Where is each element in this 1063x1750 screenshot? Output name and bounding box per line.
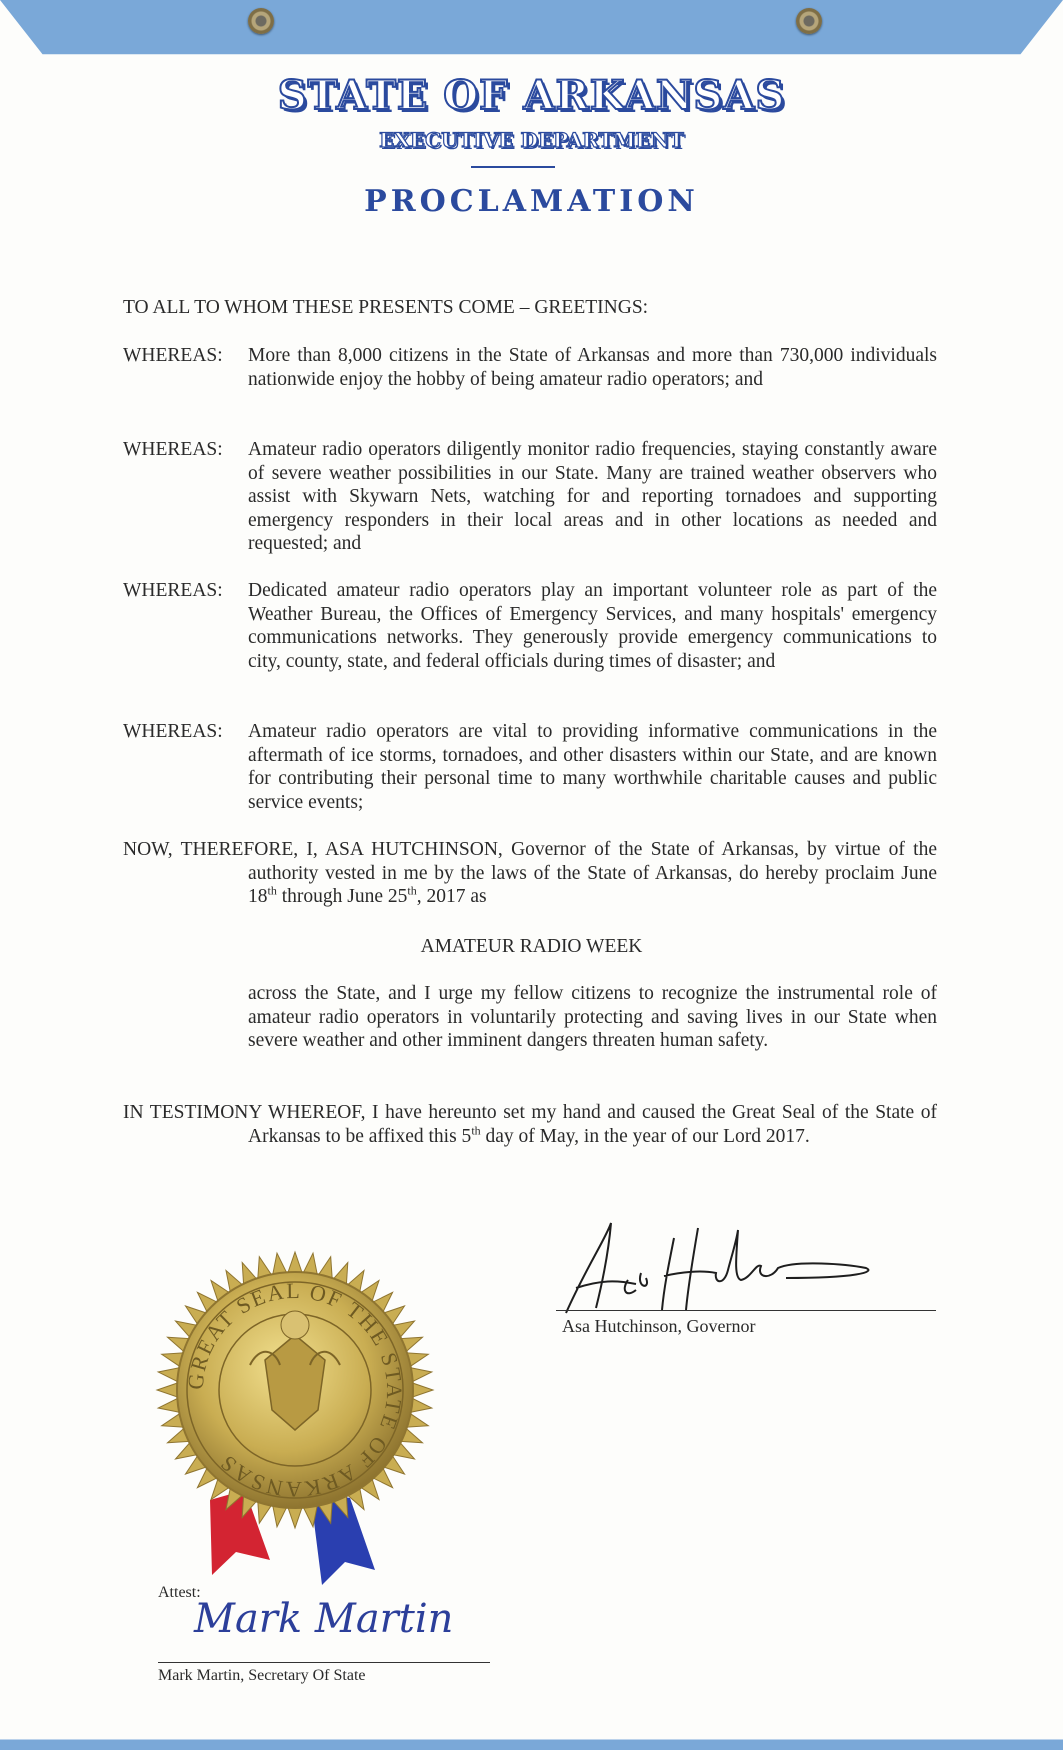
testimony-paragraph: IN TESTIMONY WHEREOF, I have hereunto set my hand and caused the Great Seal of the State of Arkansas to be affixed this 5th day of May, in the year of our Lord 2017. — [123, 1102, 937, 1147]
whereas-paragraph-2 — [123, 438, 937, 556]
urge-paragraph — [123, 982, 937, 1053]
secretary-signature-line — [158, 1662, 490, 1663]
whereas-label: WHEREAS: — [123, 439, 223, 460]
whereas-paragraph-3 — [123, 579, 937, 673]
urge-text: across the State, and I urge my fellow citizens to recognize the instrumental role of amateur radio operators in voluntarily protecting and saving lives in our State when severe weather and other imminent dangers threaten human safety. — [248, 983, 937, 1051]
whereas-paragraph-4 — [123, 720, 937, 814]
whereas-label: WHEREAS: — [123, 580, 223, 601]
governor-caption: Asa Hutchinson, Governor — [562, 1316, 756, 1336]
therefore-paragraph: NOW, THEREFORE, I, ASA HUTCHINSON, Governor of the State of Arkansas, by virtue of the authority vested in me by the laws of the State of Arkansas, do hereby proclaim June 18th through June 25th, 2017 as — [123, 839, 937, 907]
whereas-text: Amateur radio operators are vital to providing informative communications in the aftermath of ice storms, tornadoes, and other disasters within our State, and are known for contributing their personal time to many worthwhile charitable causes and public service events; — [248, 721, 937, 813]
grommet-right-icon — [796, 8, 822, 34]
seal-text: GREAT SEAL OF THE STATE OF ARKANSAS — [182, 1277, 408, 1503]
whereas-label: WHEREAS: — [123, 721, 223, 742]
governor-signature — [556, 1218, 886, 1318]
proclamation-title: PROCLAMATION — [364, 184, 699, 219]
state-title: STATE OF ARKANSAS — [277, 72, 786, 119]
department-title: EXECUTIVE DEPARTMENT — [379, 128, 684, 152]
whereas-text: Amateur radio operators diligently monitor radio frequencies, staying constantly aware of severe weather possibilities in our State. Many are trained weather observers who assist with Skywarn Nets, watching for and reporting tornadoes and supporting emergency responders in their local areas and in other locations as needed and requested; and — [248, 439, 937, 554]
whereas-text: Dedicated amateur radio operators play an important volunteer role as part of the Weather Bureau, the Offices of Emergency Services, and many hospitals' emergency communications networks. They generously provide emergency communications to city, county, state, and federal officials during times of disaster; and — [248, 580, 937, 672]
greeting-line: TO ALL TO WHOM THESE PRESENTS COME – GREETINGS: — [123, 297, 649, 318]
whereas-label: WHEREAS: — [123, 345, 223, 366]
grommet-left-icon — [248, 8, 274, 34]
attest-label: Attest: — [158, 1584, 201, 1601]
whereas-text: More than 8,000 citizens in the State of Arkansas and more than 730,000 individuals nationwide enjoy the hobby of being amateur radio operators; and — [248, 345, 937, 390]
governor-signature-line — [556, 1310, 936, 1311]
great-seal — [150, 1240, 440, 1590]
whereas-paragraph-1 — [123, 344, 937, 391]
secretary-caption: Mark Martin, Secretary Of State — [158, 1667, 366, 1684]
secretary-signature: Mark Martin — [194, 1596, 454, 1642]
header-rule — [471, 166, 555, 168]
event-title: AMATEUR RADIO WEEK — [420, 936, 643, 957]
